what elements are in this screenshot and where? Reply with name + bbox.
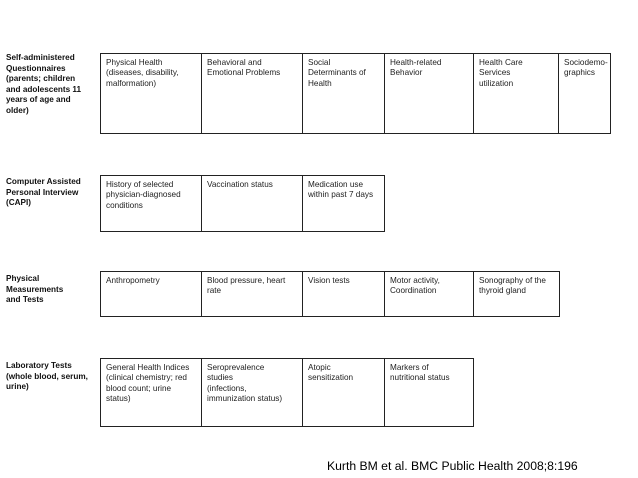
cell-history-conditions: History of selected physician-diagnosed conditions	[101, 176, 202, 231]
cell-nutritional-markers: Markers of nutritional status	[390, 363, 450, 383]
cell-anthropometry: Anthropometry	[101, 272, 202, 316]
cell-behavioral-emotional: Behavioral and Emotional Problems	[202, 54, 303, 133]
cell-health-related-behavior: Health-related Behavior	[385, 54, 474, 133]
row-label-capi: Computer Assisted Personal Interview (CAPI)	[6, 177, 81, 208]
physical-measurements-boxes	[100, 271, 560, 317]
cell-sociodemographics: Sociodemo- graphics	[564, 58, 608, 78]
cell-atopic-sensitization: Atopic sensitization	[303, 359, 385, 426]
row-label-laboratory-tests: Laboratory Tests (whole blood, serum, urine)	[6, 361, 88, 392]
laboratory-tests-boxes	[100, 358, 474, 427]
questionnaires-boxes	[100, 53, 611, 134]
cell-physical-health: Physical Health (diseases, disability, malformation)	[101, 54, 202, 133]
cell-health-care-services: Health Care Services utilization	[474, 54, 559, 133]
cell-motor-activity: Motor activity, Coordination	[385, 272, 474, 316]
citation: Kurth BM et al. BMC Public Health 2008;8:196	[327, 459, 578, 473]
cell-seroprevalence: Seroprevalence studies (infections, immunization status)	[202, 359, 303, 426]
row-label-questionnaires: Self-administered Questionnaires (parents; children and adolescents 11 years of age and older)	[6, 53, 82, 115]
cell-vaccination-status: Vaccination status	[202, 176, 303, 231]
cell-social-determinants: Social Determinants of Health	[303, 54, 385, 133]
cell-sonography-thyroid: Sonography of the thyroid gland	[479, 276, 546, 296]
row-label-physical-measurements: Physical Measurements and Tests	[6, 274, 64, 305]
capi-boxes	[100, 175, 385, 232]
cell-general-health-indices: General Health Indices (clinical chemistry; red blood count; urine status)	[101, 359, 202, 426]
cell-vision-tests: Vision tests	[303, 272, 385, 316]
cell-medication-use: Medication use within past 7 days	[308, 180, 374, 200]
cell-blood-pressure: Blood pressure, heart rate	[202, 272, 303, 316]
